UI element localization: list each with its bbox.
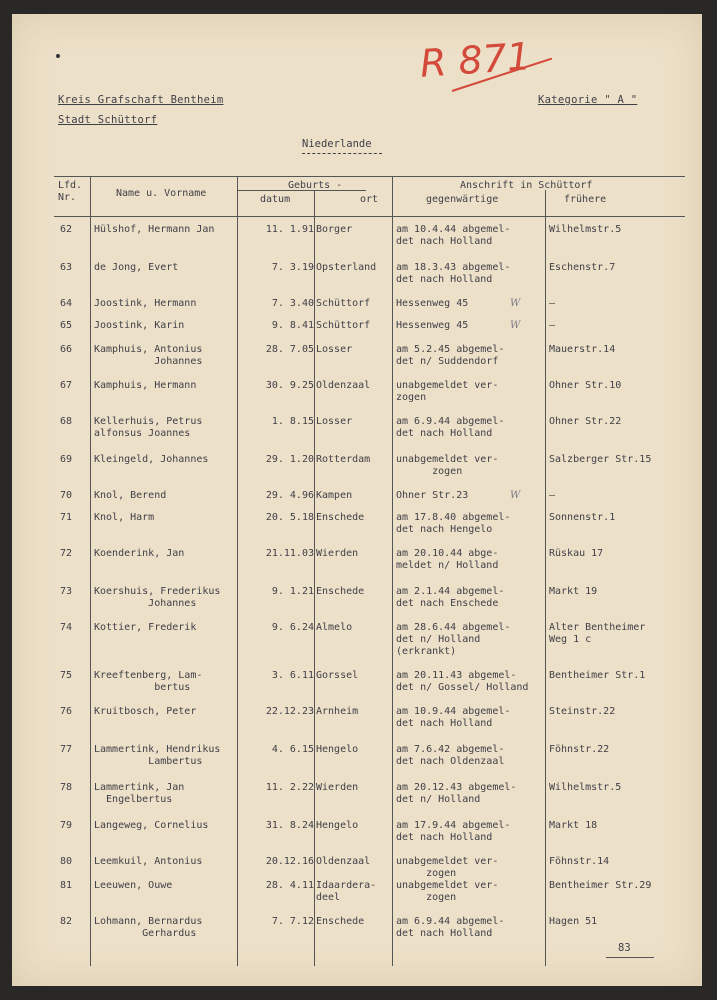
header-nr-line1: Lfd. xyxy=(58,180,83,191)
row-current-address: am 2.1.44 abgemel- xyxy=(396,586,505,597)
row-birth-place: Arnheim xyxy=(316,706,359,717)
row-current-address: unabgemeldet ver- xyxy=(396,880,499,891)
row-birth-place: Losser xyxy=(316,416,353,427)
row-birth-place: Enschede xyxy=(316,512,365,523)
row-current-address: am 10.9.44 abgemel- xyxy=(396,706,511,717)
row-birth-place: Idaardera- xyxy=(316,880,377,891)
row-current-address: det nach Holland xyxy=(396,236,493,247)
row-number: 77 xyxy=(60,744,73,755)
row-previous-address: Rüskau 17 xyxy=(549,548,604,559)
row-birth-place: Borger xyxy=(316,224,353,235)
row-previous-address: Eschenstr.7 xyxy=(549,262,616,273)
row-name: Kruitbosch, Peter xyxy=(94,706,197,717)
row-name: Leemkuil, Antonius xyxy=(94,856,203,867)
row-birth-place: Hengelo xyxy=(316,820,359,831)
page-number-rule xyxy=(606,957,654,958)
row-check-mark: W xyxy=(510,490,521,501)
row-number: 74 xyxy=(60,622,73,633)
row-current-address: det n/ Suddendorf xyxy=(396,356,499,367)
row-previous-address: — xyxy=(549,490,556,501)
title-underline xyxy=(302,153,382,154)
row-birth-date: 28. 7.05 xyxy=(265,344,314,355)
row-birth-date: 21.11.03 xyxy=(265,548,314,559)
header-nr-line2: Nr. xyxy=(58,192,77,203)
row-number: 62 xyxy=(60,224,73,235)
country-title: Niederlande xyxy=(302,138,372,150)
row-number: 67 xyxy=(60,380,73,391)
row-previous-address: Wilhelmstr.5 xyxy=(549,782,622,793)
row-number: 73 xyxy=(60,586,73,597)
row-name: Koenderink, Jan xyxy=(94,548,185,559)
row-current-address: det n/ Holland xyxy=(396,634,481,645)
row-current-address: det nach Oldenzaal xyxy=(396,756,505,767)
row-current-address: Hessenweg 45 xyxy=(396,298,469,309)
row-name: Kamphuis, Antonius xyxy=(94,344,203,355)
row-current-address: am 20.11.43 abgemel- xyxy=(396,670,517,681)
row-previous-address: Wilhelmstr.5 xyxy=(549,224,622,235)
row-name: Lambertus xyxy=(94,756,203,767)
row-current-address: det nach Hengelo xyxy=(396,524,493,535)
row-number: 70 xyxy=(60,490,73,501)
document-page xyxy=(12,14,702,986)
category-header: Kategorie " A " xyxy=(538,94,638,106)
row-current-address: am 10.4.44 abgemel- xyxy=(396,224,511,235)
row-birth-place: Wierden xyxy=(316,548,359,559)
row-number: 63 xyxy=(60,262,73,273)
row-number: 66 xyxy=(60,344,73,355)
row-birth-place: Oldenzaal xyxy=(316,856,371,867)
row-current-address: det nach Holland xyxy=(396,832,493,843)
row-birth-date: 31. 8.24 xyxy=(265,820,314,831)
row-birth-date: 9. 8.41 xyxy=(271,320,314,331)
row-check-mark: W xyxy=(510,320,521,331)
row-previous-address: Weg 1 c xyxy=(549,634,592,645)
row-number: 68 xyxy=(60,416,73,427)
row-previous-address: Hagen 51 xyxy=(549,916,598,927)
row-previous-address: Alter Bentheimer xyxy=(549,622,646,633)
row-current-address: Hessenweg 45 xyxy=(396,320,469,331)
header-anschrift: Anschrift in Schüttorf xyxy=(460,180,593,191)
row-name: Joostink, Karin xyxy=(94,320,185,331)
col-divider-name xyxy=(237,176,238,966)
row-number: 79 xyxy=(60,820,73,831)
row-current-address: am 5.2.45 abgemel- xyxy=(396,344,505,355)
punch-hole xyxy=(56,54,60,58)
header-name: Name u. Vorname xyxy=(116,188,207,199)
row-birth-place: Almelo xyxy=(316,622,353,633)
row-name: Lammertink, Jan xyxy=(94,782,185,793)
row-number: 75 xyxy=(60,670,73,681)
row-previous-address: — xyxy=(549,298,556,309)
row-current-address: unabgemeldet ver- xyxy=(396,454,499,465)
row-name: Kleingeld, Johannes xyxy=(94,454,209,465)
row-name: Gerhardus xyxy=(94,928,197,939)
row-birth-date: 7. 3.19 xyxy=(271,262,314,273)
row-current-address: det nach Holland xyxy=(396,428,493,439)
row-birth-date: 7. 3.40 xyxy=(271,298,314,309)
header-ort: ort xyxy=(360,194,379,205)
row-name: Koershuis, Frederikus xyxy=(94,586,221,597)
row-birth-date: 9. 1.21 xyxy=(271,586,314,597)
row-number: 82 xyxy=(60,916,73,927)
row-birth-place: Schüttorf xyxy=(316,320,371,331)
row-current-address: am 7.6.42 abgemel- xyxy=(396,744,505,755)
row-current-address: zogen xyxy=(396,466,463,477)
row-number: 69 xyxy=(60,454,73,465)
row-name: Knol, Harm xyxy=(94,512,155,523)
row-current-address: unabgemeldet ver- xyxy=(396,856,499,867)
row-current-address: unabgemeldet ver- xyxy=(396,380,499,391)
row-number: 76 xyxy=(60,706,73,717)
city-header: Stadt Schüttorf xyxy=(58,114,158,126)
row-current-address: det nach Holland xyxy=(396,274,493,285)
row-previous-address: Sonnenstr.1 xyxy=(549,512,616,523)
row-current-address: zogen xyxy=(396,868,457,879)
row-birth-date: 29. 4.96 xyxy=(265,490,314,501)
col-divider-datum xyxy=(314,190,315,966)
row-previous-address: — xyxy=(549,320,556,331)
row-name: Knol, Berend xyxy=(94,490,167,501)
row-previous-address: Steinstr.22 xyxy=(549,706,616,717)
row-number: 81 xyxy=(60,880,73,891)
row-current-address: zogen xyxy=(396,392,427,403)
row-birth-place: Rotterdam xyxy=(316,454,371,465)
row-number: 78 xyxy=(60,782,73,793)
row-birth-place: Enschede xyxy=(316,916,365,927)
row-birth-date: 29. 1.20 xyxy=(265,454,314,465)
row-name: bertus xyxy=(94,682,191,693)
header-datum: datum xyxy=(260,194,291,205)
row-current-address: det nach Holland xyxy=(396,928,493,939)
row-previous-address: Ohner Str.22 xyxy=(549,416,622,427)
row-previous-address: Föhnstr.22 xyxy=(549,744,610,755)
row-current-address: am 6.9.44 abgemel- xyxy=(396,416,505,427)
row-number: 65 xyxy=(60,320,73,331)
table-header-rule xyxy=(54,216,685,217)
row-name: alfonsus Joannes xyxy=(94,428,191,439)
row-birth-date: 3. 6.11 xyxy=(271,670,314,681)
row-check-mark: W xyxy=(510,298,521,309)
header-gegenwaertige: gegenwärtige xyxy=(426,194,499,205)
row-previous-address: Salzberger Str.15 xyxy=(549,454,652,465)
row-name: Kreeftenberg, Lam- xyxy=(94,670,203,681)
row-birth-place: Gorssel xyxy=(316,670,359,681)
row-number: 71 xyxy=(60,512,73,523)
col-divider-nr xyxy=(90,176,91,966)
row-name: Kamphuis, Hermann xyxy=(94,380,197,391)
row-birth-date: 20. 5.18 xyxy=(265,512,314,523)
row-current-address: zogen xyxy=(396,892,457,903)
row-name: Johannes xyxy=(94,356,203,367)
row-name: Langeweg, Cornelius xyxy=(94,820,209,831)
row-name: Lammertink, Hendrikus xyxy=(94,744,221,755)
row-birth-place: Enschede xyxy=(316,586,365,597)
row-birth-date: 20.12.16 xyxy=(265,856,314,867)
red-annotation: R 871 xyxy=(418,34,533,86)
row-name: Kottier, Frederik xyxy=(94,622,197,633)
row-current-address: am 17.8.40 abgemel- xyxy=(396,512,511,523)
row-name: Engelbertus xyxy=(94,794,173,805)
row-name: Hülshof, Hermann Jan xyxy=(94,224,215,235)
row-current-address: det n/ Holland xyxy=(396,794,481,805)
row-name: Johannes xyxy=(94,598,197,609)
row-current-address: det nach Enschede xyxy=(396,598,499,609)
row-current-address: meldet n/ Holland xyxy=(396,560,499,571)
row-birth-place: Wierden xyxy=(316,782,359,793)
row-name: de Jong, Evert xyxy=(94,262,179,273)
row-current-address: am 28.6.44 abgemel- xyxy=(396,622,511,633)
row-birth-place: Hengelo xyxy=(316,744,359,755)
row-birth-date: 7. 7.12 xyxy=(271,916,314,927)
row-birth-date: 9. 6.24 xyxy=(271,622,314,633)
row-current-address: am 20.10.44 abge- xyxy=(396,548,499,559)
row-birth-place: Schüttorf xyxy=(316,298,371,309)
row-current-address: am 20.12.43 abgemel- xyxy=(396,782,517,793)
row-current-address: am 17.9.44 abgemel- xyxy=(396,820,511,831)
header-fruehere: frühere xyxy=(564,194,607,205)
row-current-address: am 18.3.43 abgemel- xyxy=(396,262,511,273)
row-birth-date: 28. 4.11 xyxy=(265,880,314,891)
row-birth-place: Oldenzaal xyxy=(316,380,371,391)
row-current-address: det n/ Gossel/ Holland xyxy=(396,682,529,693)
row-name: Lohmann, Bernardus xyxy=(94,916,203,927)
row-previous-address: Föhnstr.14 xyxy=(549,856,610,867)
row-name: Joostink, Hermann xyxy=(94,298,197,309)
col-divider-anschrift xyxy=(545,190,546,966)
row-previous-address: Mauerstr.14 xyxy=(549,344,616,355)
row-birth-place: Losser xyxy=(316,344,353,355)
row-name: Leeuwen, Ouwe xyxy=(94,880,173,891)
row-previous-address: Markt 19 xyxy=(549,586,598,597)
row-birth-date: 30. 9.25 xyxy=(265,380,314,391)
row-name: Kellerhuis, Petrus xyxy=(94,416,203,427)
row-birth-date: 11. 2.22 xyxy=(265,782,314,793)
row-birth-place: Opsterland xyxy=(316,262,377,273)
district-header: Kreis Grafschaft Bentheim xyxy=(58,94,224,106)
row-birth-place: deel xyxy=(316,892,341,903)
row-previous-address: Bentheimer Str.29 xyxy=(549,880,652,891)
row-previous-address: Ohner Str.10 xyxy=(549,380,622,391)
row-previous-address: Bentheimer Str.1 xyxy=(549,670,646,681)
page-number: 83 xyxy=(618,942,631,954)
row-current-address: am 6.9.44 abgemel- xyxy=(396,916,505,927)
row-birth-date: 1. 8.15 xyxy=(271,416,314,427)
row-birth-date: 4. 6.15 xyxy=(271,744,314,755)
row-current-address: Ohner Str.23 xyxy=(396,490,469,501)
row-birth-date: 11. 1.91 xyxy=(265,224,314,235)
header-geburts: Geburts - xyxy=(288,180,343,191)
row-number: 72 xyxy=(60,548,73,559)
row-number: 64 xyxy=(60,298,73,309)
row-current-address: det nach Holland xyxy=(396,718,493,729)
row-birth-place: Kampen xyxy=(316,490,353,501)
table-top-rule xyxy=(54,176,685,177)
row-current-address: (erkrankt) xyxy=(396,646,457,657)
col-divider-ort xyxy=(392,176,393,966)
row-number: 80 xyxy=(60,856,73,867)
row-previous-address: Markt 18 xyxy=(549,820,598,831)
row-birth-date: 22.12.23 xyxy=(265,706,314,717)
